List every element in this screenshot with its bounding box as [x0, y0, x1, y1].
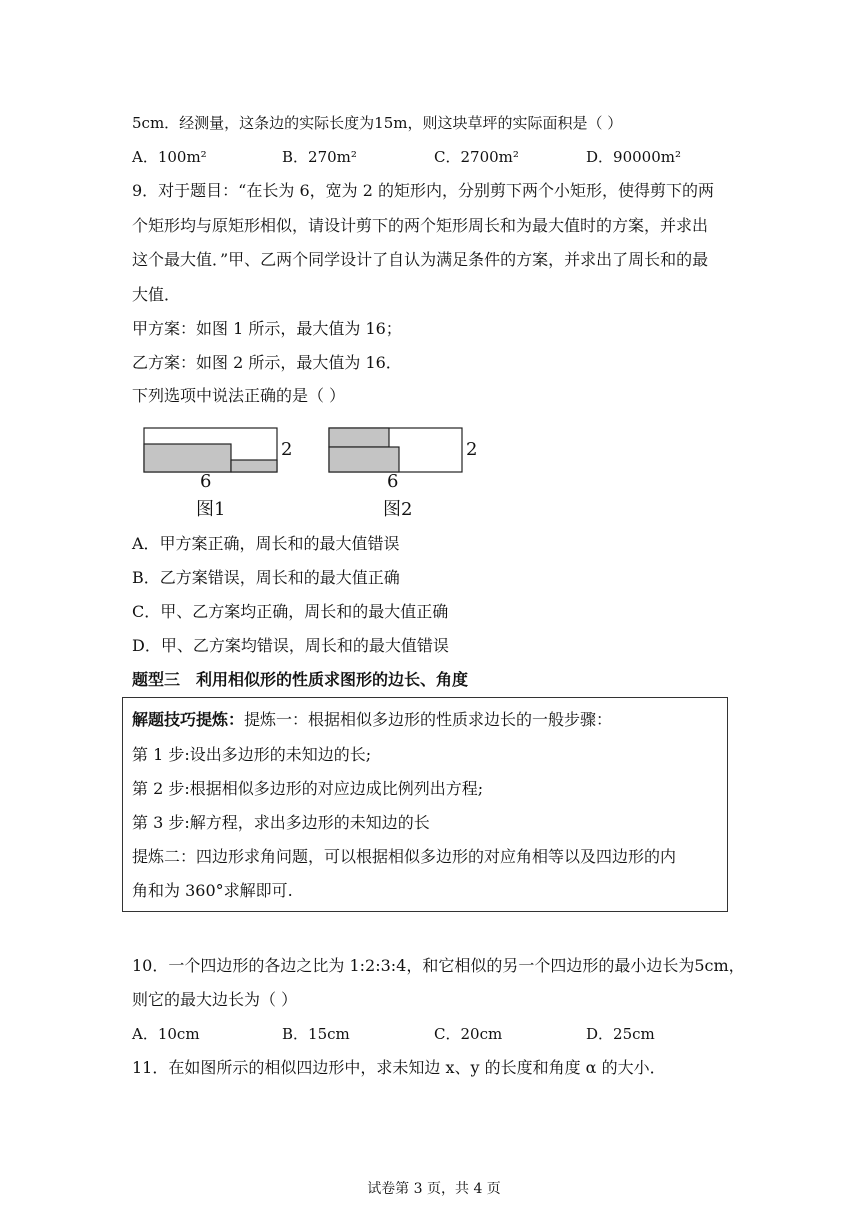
- fig2-lower-shaded-rect: [329, 447, 399, 472]
- q10-option-b: B．15cm: [282, 1025, 350, 1043]
- tips-line-4: 第 3 步:解方程，求出多边形的未知边的长: [132, 813, 430, 832]
- fig1-large-shaded-rect: [144, 444, 231, 472]
- fig1-small-shaded-rect: [231, 460, 277, 472]
- tips-line-3: 第 2 步:根据相似多边形的对应边成比例列出方程;: [132, 779, 484, 798]
- q10-option-a: A．10cm: [132, 1025, 200, 1043]
- q9-line-3: 这个最大值．”甲、乙两个同学设计了自认为满足条件的方案，并求出了周长和的最: [132, 250, 709, 269]
- fig1-caption: 图1: [196, 499, 226, 520]
- q10-line-2: 则它的最大边长为（ ）: [132, 990, 298, 1009]
- q9-line-6: 乙方案：如图 2 所示，最大值为 16．: [132, 353, 402, 372]
- q10-line-1: 10．一个四边形的各边之比为 1:2:3:4，和它相似的另一个四边形的最小边长为5cm，: [132, 956, 745, 975]
- q9-line-5: 甲方案：如图 1 所示，最大值为 16；: [132, 319, 402, 338]
- tips-line-1: [132, 709, 612, 731]
- fig1-height-label: 2: [281, 439, 293, 460]
- q8-text: 5cm．经测量，这条边的实际长度为15m，则这块草坪的实际面积是（ ）: [132, 114, 623, 132]
- q9-line-2: 个矩形均与原矩形相似，请设计剪下的两个矩形周长和为最大值时的方案，并求出: [132, 216, 709, 235]
- q8-option-b: B．270m²: [282, 148, 357, 166]
- q10-options: [132, 1023, 732, 1045]
- tips-line-2: 第 1 步:设出多边形的未知边的长;: [132, 745, 372, 764]
- q9-option-b: B．乙方案错误，周长和的最大值正确: [132, 568, 400, 587]
- q9-line-7: 下列选项中说法正确的是（ ）: [132, 386, 346, 405]
- q8-options: [132, 146, 732, 168]
- tips-line-6: 角和为 360°求解即可.: [132, 881, 293, 900]
- fig1-width-label: 6: [200, 471, 212, 492]
- fig2-caption: 图2: [383, 499, 413, 520]
- q11-text: 11．在如图所示的相似四边形中，求未知边 x、y 的长度和角度 α 的大小．: [132, 1058, 666, 1077]
- q9-option-c: C．甲、乙方案均正确，周长和的最大值正确: [132, 602, 449, 621]
- section-heading: 题型三 利用相似形的性质求图形的边长、角度: [132, 670, 469, 689]
- figure-1: [140, 425, 300, 520]
- fig2-height-label: 2: [466, 439, 478, 460]
- figure-2: [325, 425, 485, 520]
- q8-option-c: C．2700m²: [434, 148, 519, 166]
- page-footer: 试卷第 3 页，共 4 页: [367, 1181, 501, 1197]
- tips-line-1-text: 提炼一：根据相似多边形的性质求边长的一般步骤：: [244, 710, 613, 729]
- tips-line-5: 提炼二：四边形求角问题，可以根据相似多边形的对应角相等以及四边形的内: [132, 847, 677, 866]
- q9-option-d: D．甲、乙方案均错误，周长和的最大值错误: [132, 636, 449, 655]
- q9-option-a: A．甲方案正确，周长和的最大值错误: [132, 534, 400, 553]
- fig2-width-label: 6: [387, 471, 399, 492]
- fig2-upper-shaded-rect: [329, 428, 389, 447]
- q9-line-1: 9．对于题目：“在长为 6，宽为 2 的矩形内，分别剪下两个小矩形，使得剪下的两: [132, 181, 714, 200]
- q8-option-a: A．100m²: [132, 148, 207, 166]
- q10-option-c: C．20cm: [434, 1025, 503, 1043]
- q8-option-d: D．90000m²: [586, 148, 681, 166]
- q10-option-d: D．25cm: [586, 1025, 655, 1043]
- tips-box: [122, 697, 728, 912]
- tips-label: 解题技巧提炼：: [132, 710, 245, 729]
- q9-line-4: 大值．: [132, 285, 181, 304]
